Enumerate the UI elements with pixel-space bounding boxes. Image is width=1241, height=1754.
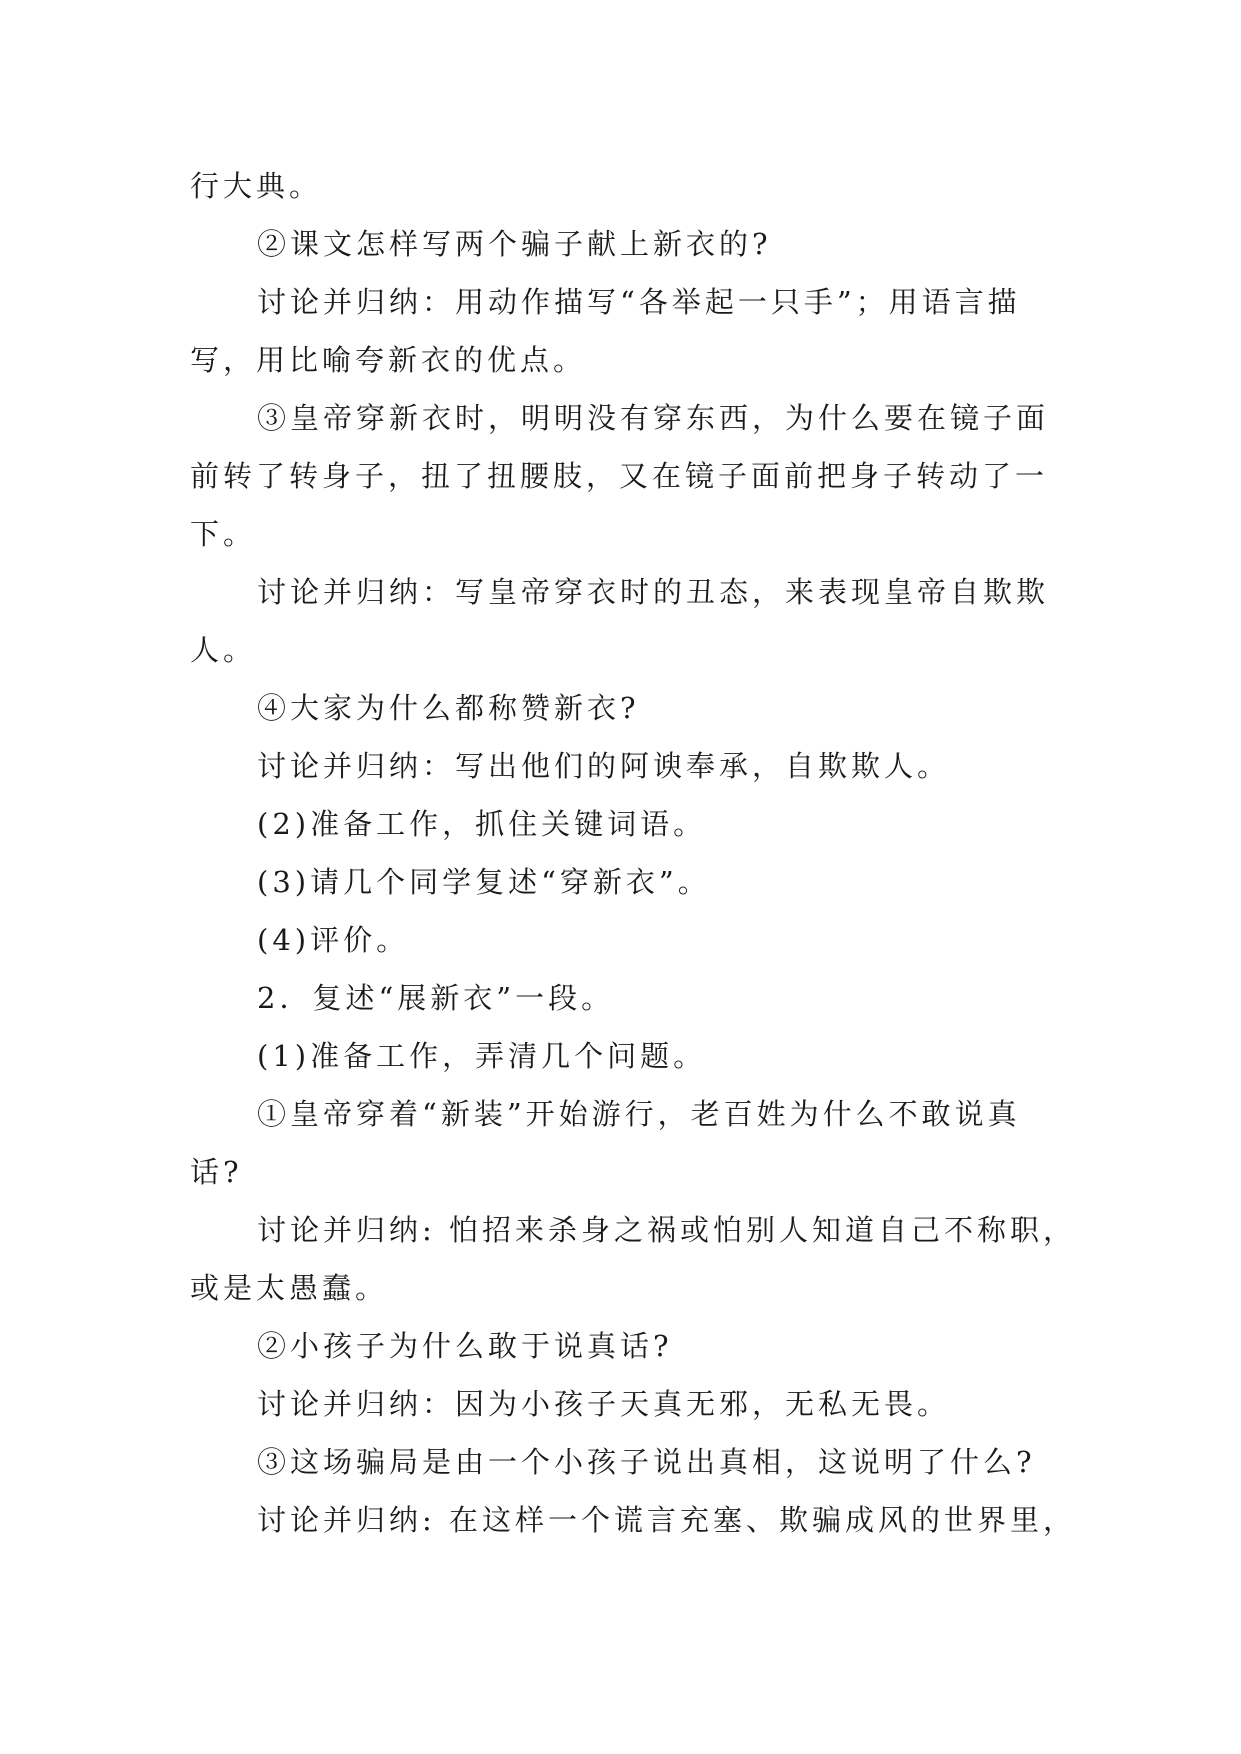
text-line: 或是太愚蠢。: [190, 1271, 389, 1305]
text-line: ②课文怎样写两个骗子献上新衣的?: [257, 227, 772, 261]
text-line: (4)评价。: [257, 923, 410, 957]
text-line: ①皇帝穿着“新装”开始游行，老百姓为什么不敢说真: [257, 1097, 1021, 1131]
text-line: (3)请几个同学复述“穿新衣”。: [257, 865, 711, 899]
text-line: 话?: [190, 1155, 243, 1189]
text-line: 行大典。: [190, 169, 323, 203]
text-line: 写，用比喻夸新衣的优点。: [190, 343, 587, 377]
text-line: 讨论并归纳: 怕招来杀身之祸或怕别人知道自己不称职，: [257, 1213, 1076, 1247]
text-line: 讨论并归纳: 在这样一个谎言充塞、欺骗成风的世界里，: [257, 1503, 1076, 1537]
text-line: 2．复述“展新衣”一段。: [257, 981, 615, 1015]
text-line: 讨论并归纳：用动作描写“各举起一只手”；用语言描: [257, 285, 1021, 319]
text-line: 讨论并归纳：写出他们的阿谀奉承，自欺欺人。: [257, 749, 951, 783]
text-line: ③这场骗局是由一个小孩子说出真相，这说明了什么?: [257, 1445, 1036, 1479]
text-line: 讨论并归纳：因为小孩子天真无邪，无私无畏。: [257, 1387, 951, 1421]
text-line: ③皇帝穿新衣时，明明没有穿东西，为什么要在镜子面: [257, 401, 1050, 435]
text-line: 讨论并归纳：写皇帝穿衣时的丑态，来表现皇帝自欺欺: [257, 575, 1050, 609]
text-line: ④大家为什么都称赞新衣?: [257, 691, 640, 725]
text-line: ②小孩子为什么敢于说真话?: [257, 1329, 673, 1363]
text-line: (1)准备工作，弄清几个问题。: [257, 1039, 707, 1073]
text-line: (2)准备工作，抓住关键词语。: [257, 807, 707, 841]
text-line: 人。: [190, 633, 257, 667]
text-line: 前转了转身子，扭了扭腰肢，又在镜子面前把身子转动了一: [190, 459, 1049, 493]
text-line: 下。: [190, 517, 257, 551]
